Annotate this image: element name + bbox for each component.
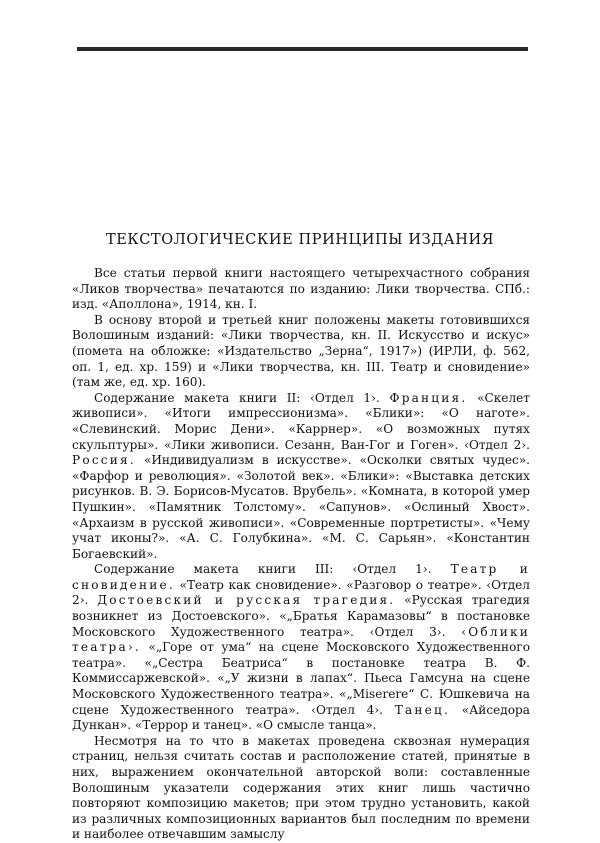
spaced-heading-dance: Танец. [394,702,451,717]
p4-text-e: «Русская трагедия возникнет из Достоевского». «„Братья Карамазовы“ в постановке Московского Художественного театра». ‹Отдел 3›. [72,593,530,639]
p3-text-e: «Индивидуализм в искусстве». «Осколки святых чудес». «Фарфор и революция». «Золотой век». «Блики»: «Выставка детских рисунков. В. Э. Борисов-Мусатов. Врубель». «Комната, в которой умер Пушкин». «Памятник Толстому». «Сапунов». «Ослиный Хвост». «Архаизм в русской живописи». «Современные портретисты». «Чему учат иконы?». «А. С. Голубкина». «М. С. Сарьян». «Константин Богаевский». [72,453,530,561]
paragraph-2: В основу второй и третьей книг положены макеты готовившихся Волошиным изданий: «Лики творчества, кн. II. Искусство и искус» (помета на обложке: «Издательство „Зерна“, 1917») (ИРЛИ, ф. 562, оп. 1, ед. хр. 159) и «Лики творчества, кн. III. Театр и сновидение» (там же, ед. хр. 160). [72,312,530,390]
spaced-heading-theatre: Театр и сновидение. [72,562,530,592]
p4-text-c: «Театр как сновидение». «Разговор о театре». ‹Отдел 2›. [72,577,530,608]
p3-text-a: Содержание макета книги II: ‹Отдел 1›. [94,390,380,405]
spaced-heading-faces: ‹Облики театра›. [72,624,530,655]
p4-text-i: «Айседора Дункан». «Террор и танец». «О смысле танца». [72,702,530,733]
header-rule [77,47,528,51]
paragraph-3 [72,391,530,563]
p4-text-g: «„Горе от ума“ на сцене Московского Художественного театра». «„Сестра Беатриса“ в постановке театра В. Ф. Коммиссаржевской». «„У жизни в лапах“. Пьеса Гамсуна на сцене Московского Художественного театра». «„Miserere“ С. Юшкевича на сцене Художественного театра». ‹Отдел 4›. [72,640,530,717]
paragraph-1: Все статьи первой книги настоящего четырехчастного собрания «Ликов творчества» печатаются по изданию: Лики творчества. СПб.: изд. «Аполлона», 1914, кн. I. [72,266,530,312]
spaced-heading-russia: Россия. [72,453,136,468]
paragraph-5: Несмотря на то что в макетах проведена сквозная нумерация страниц, нельзя считать состав и расположение статей, принятые в них, выражением окончательной авторской воли: составленные Волошиным указатели содержания этих книг лишь частично повторяют композицию макетов; при этом трудно установить, какой из различных композиционных вариантов был последним по времени и наиболее отвечавшим замыслу [72,733,530,842]
spaced-heading-dostoevsky: Достоевский и русская трагедия. [97,593,396,608]
section-heading: ТЕКСТОЛОГИЧЕСКИЕ ПРИНЦИПЫ ИЗДАНИЯ [105,232,495,248]
spaced-heading-france: Франция. [389,390,468,405]
p3-text-c: «Скелет живописи». «Итоги импрессионизма». «Блики»: «О наготе». «Слевинский. Морис Дени». «Каррнер». «О возможных путях скульптуры». «Лики живописи. Сезанн, Ван-Гог и Гоген». ‹Отдел 2›. [72,390,530,452]
p4-text-a: Содержание макета книги III: ‹Отдел 1›. [94,562,432,577]
body-text [72,266,530,843]
paragraph-4 [72,562,530,734]
